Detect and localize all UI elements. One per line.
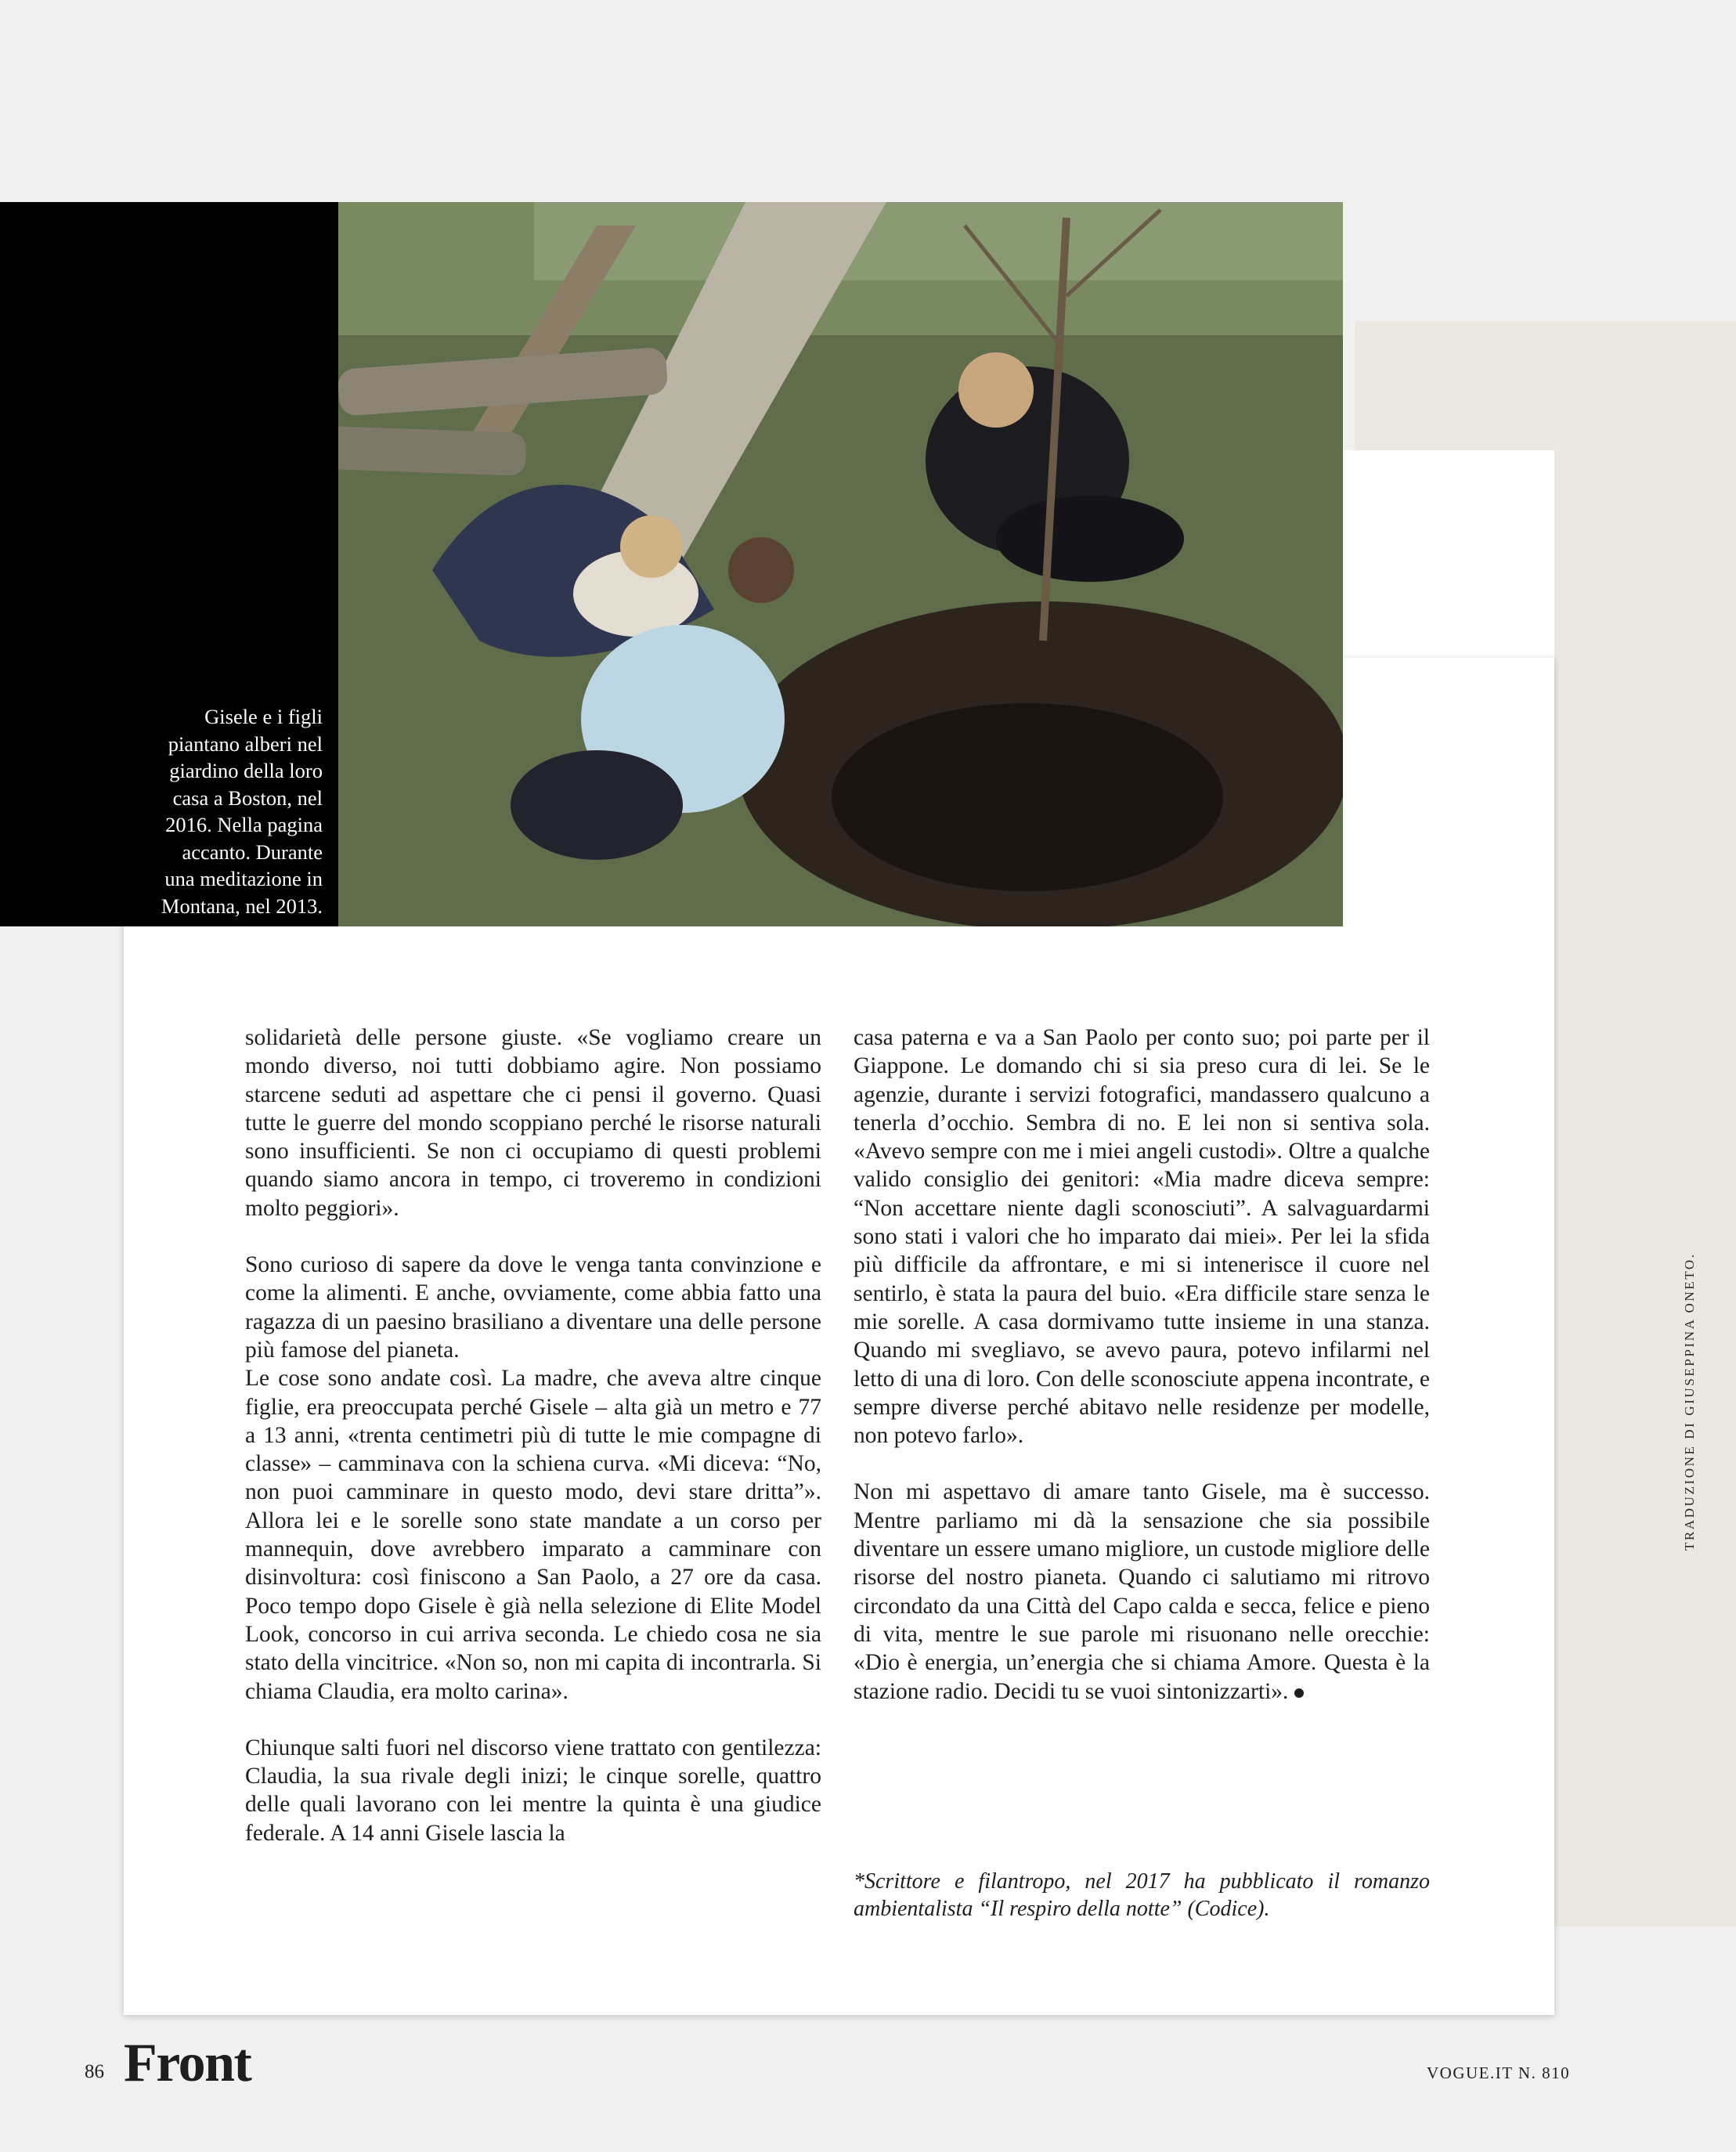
article-column-right bbox=[854, 1024, 1430, 1706]
photo-caption: Gisele e i figli piantano alberi nel giardino della loro casa a Boston, nel 2016. Nella pagina accanto. Durante una meditazione in Montana, nel 2013. bbox=[161, 705, 323, 918]
translation-credit: TRADUZIONE DI GIUSEPPINA ONETO. bbox=[1682, 1252, 1697, 1551]
section-title: Front bbox=[124, 2033, 251, 2093]
end-mark-icon bbox=[1294, 1688, 1304, 1698]
issue-label: VOGUE.IT N. 810 bbox=[1427, 2064, 1571, 2082]
garden-photo bbox=[338, 202, 1343, 926]
paragraph: Chiunque salti fuori nel discorso viene trattato con gentilezza: Claudia, la sua rivale degli inizi; le cinque sorelle, quattro delle quali lavorano con lei mentre la quinta è una giudice federale. A 14 anni Gisele lascia la bbox=[245, 1735, 821, 1846]
author-footnote: *Scrittore e filantropo, nel 2017 ha pubblicato il romanzo ambientalista “Il respiro della notte” (Codice). bbox=[854, 1869, 1430, 1921]
paragraph: casa paterna e va a San Paolo per conto suo; poi parte per il Giappone. Le domando chi si sia preso cura di lei. Se le agenzie, durante i servizi fotografici, mandassero qualcuno a tenerla d’occhio. Sembra di no. E lei non si sentiva sola. «Avevo sempre con me i miei angeli custodi». Oltre a qualche valido consiglio dei genitori: «Mia madre diceva sempre: “Non accettare niente dagli sconosciuti”. A salvaguardarmi sono stati i valori che ho imparato dai miei». Per lei la sfida più difficile da affrontare, e mi si intenerisce il cuore nel sentirlo, è stata la paura del buio. «Era difficile stare senza le mie sorelle. A casa dormivamo tutte insieme in una stanza. Quando mi svegliavo, se avevo paura, potevo infilarmi nel letto di una di loro. Con delle sconosciute appena incontrate, e sempre diverse perché abitavo nelle residenze per modelle, non potevo farlo». bbox=[854, 1025, 1430, 1449]
garden-photo-illustration bbox=[338, 202, 1343, 926]
paragraph: Le cose sono andate così. La madre, che aveva altre cinque figlie, era preoccupata perché Gisele – alta già un metro e 77 a 13 anni, «trenta centimetri più di tutte le mie compagne di classe» – camminava con la schiena curva. «Mi diceva: “No, non puoi camminare in questo modo, devi stare dritta”». Allora lei e le sorelle sono state mandate a un corso per mannequin, dove avrebbero imparato a camminare con disinvoltura: così finiscono a San Paolo, a 27 ore da casa. Poco tempo dopo Gisele è già nella selezione di Elite Model Look, concorso in cui arriva seconda. Le chiedo cosa ne sia stato della vincitrice. «Non so, non mi capita di incontrarla. Si chiama Claudia, era molto carina». bbox=[245, 1366, 821, 1704]
page-number: 86 bbox=[85, 2061, 104, 2082]
photo-block bbox=[0, 202, 1343, 926]
article-column-left bbox=[245, 1024, 821, 1847]
paragraph: Sono curioso di sapere da dove le venga tanta convinzione e come la alimenti. E anche, ovviamente, come abbia fatto una ragazza di un paesino brasiliano a diventare una delle persone più famose del pianeta. bbox=[245, 1252, 821, 1363]
paragraph: Non mi aspettavo di amare tanto Gisele, ma è successo. Mentre parliamo mi dà la sensazione che sia possibile diventare un essere umano migliore, un custode migliore delle risorse del nostro pianeta. Quando ci salutiamo mi ritrovo circondato da una Città del Capo calda e secca, felice e pieno di vita, mentre le sue parole mi risuonano nelle orecchie: «Dio è energia, un’energia che si chiama Amore. Questa è la stazione radio. Decidi tu se vuoi sintonizzarti». bbox=[854, 1479, 1430, 1704]
paragraph: solidarietà delle persone giuste. «Se vogliamo creare un mondo diverso, noi tutti dobbiamo agire. Non possiamo starcene seduti ad aspettare che ci pensi il governo. Quasi tutte le guerre del mondo scoppiano perché le risorse naturali sono insufficienti. Se non ci occupiamo di questi problemi quando siamo ancora in tempo, ci troveremo in condizioni molto peggiori». bbox=[245, 1025, 821, 1221]
